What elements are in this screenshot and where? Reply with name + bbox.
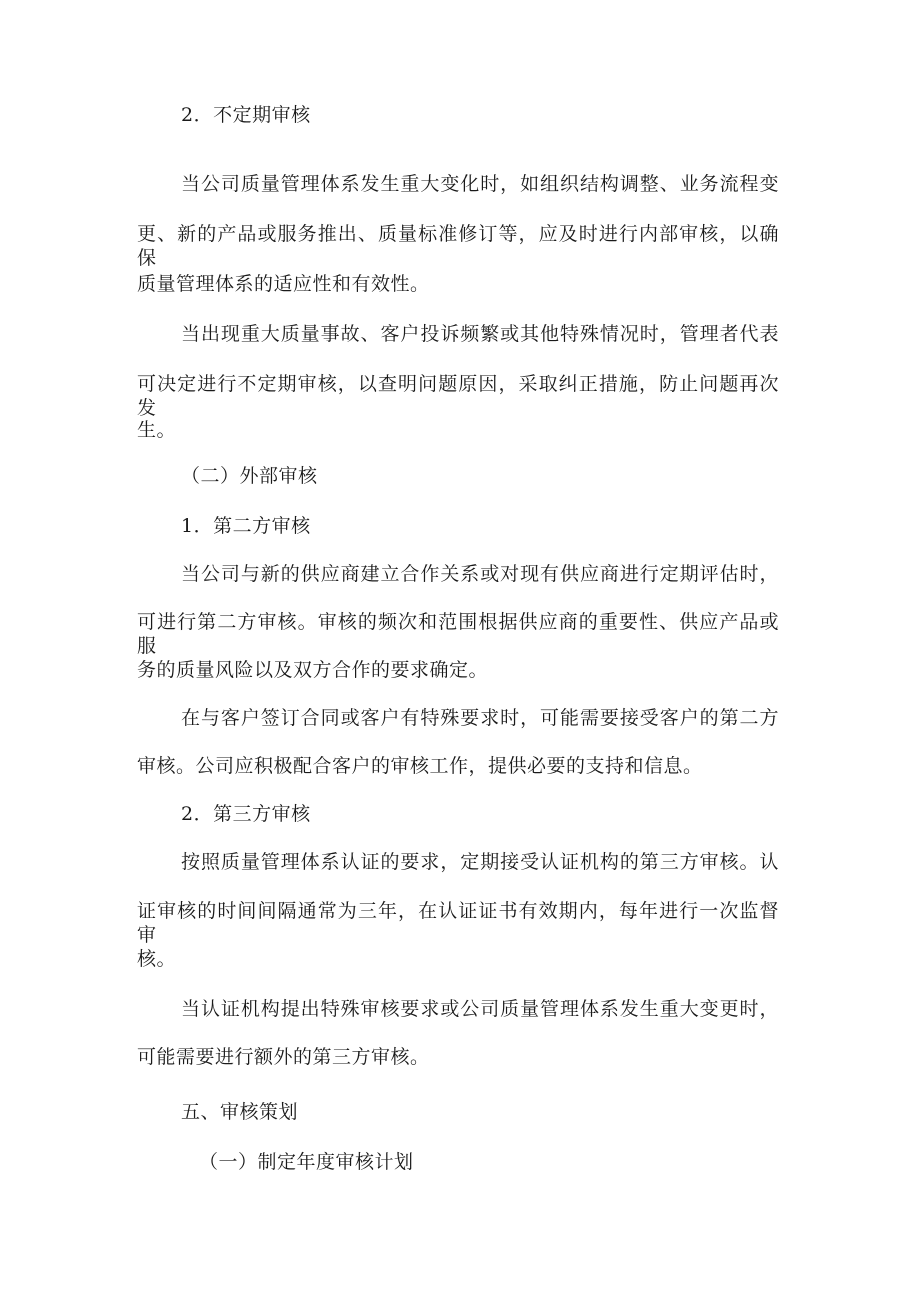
heading-audit-planning: 五、审核策划 [181, 1101, 299, 1123]
paragraph-line: 更、新的产品或服务推出、质量标准修订等，应及时进行内部审核，以确保 [137, 223, 779, 269]
paragraph-line: 当公司与新的供应商建立合作关系或对现有供应商进行定期评估时， [181, 563, 779, 585]
heading-third-party-audit: 2．第三方审核 [181, 803, 311, 825]
paragraph-line: 务的质量风险以及双方合作的要求确定。 [137, 659, 489, 681]
paragraph-line: 可决定进行不定期审核，以查明问题原因，采取纠正措施，防止问题再次发 [137, 373, 779, 419]
paragraph-line: 证审核的时间间隔通常为三年，在认证证书有效期内，每年进行一次监督审 [137, 900, 779, 946]
paragraph-line: 当出现重大质量事故、客户投诉频繁或其他特殊情况时，管理者代表 [181, 323, 779, 345]
paragraph-line: 按照质量管理体系认证的要求，定期接受认证机构的第三方审核。认 [181, 851, 779, 873]
paragraph-line: 核。 [137, 948, 177, 970]
paragraph-line: 当认证机构提出特殊审核要求或公司质量管理体系发生重大变更时， [181, 998, 779, 1020]
heading-annual-audit-plan: （一）制定年度审核计划 [199, 1151, 414, 1173]
heading-second-party-audit: 1．第二方审核 [181, 515, 311, 537]
heading-external-audit: （二）外部审核 [181, 465, 318, 487]
heading-irregular-audit: 2．不定期审核 [181, 104, 311, 126]
paragraph-line: 可能需要进行额外的第三方审核。 [137, 1046, 430, 1068]
paragraph-line: 可进行第二方审核。审核的频次和范围根据供应商的重要性、供应产品或服 [137, 611, 779, 657]
paragraph-line: 生。 [137, 419, 177, 441]
paragraph-line: 质量管理体系的适应性和有效性。 [137, 273, 430, 295]
paragraph-line: 当公司质量管理体系发生重大变化时，如组织结构调整、业务流程变 [181, 173, 779, 195]
paragraph-line: 在与客户签订合同或客户有特殊要求时，可能需要接受客户的第二方 [181, 707, 779, 729]
paragraph-line: 审核。公司应积极配合客户的审核工作，提供必要的支持和信息。 [137, 755, 703, 777]
